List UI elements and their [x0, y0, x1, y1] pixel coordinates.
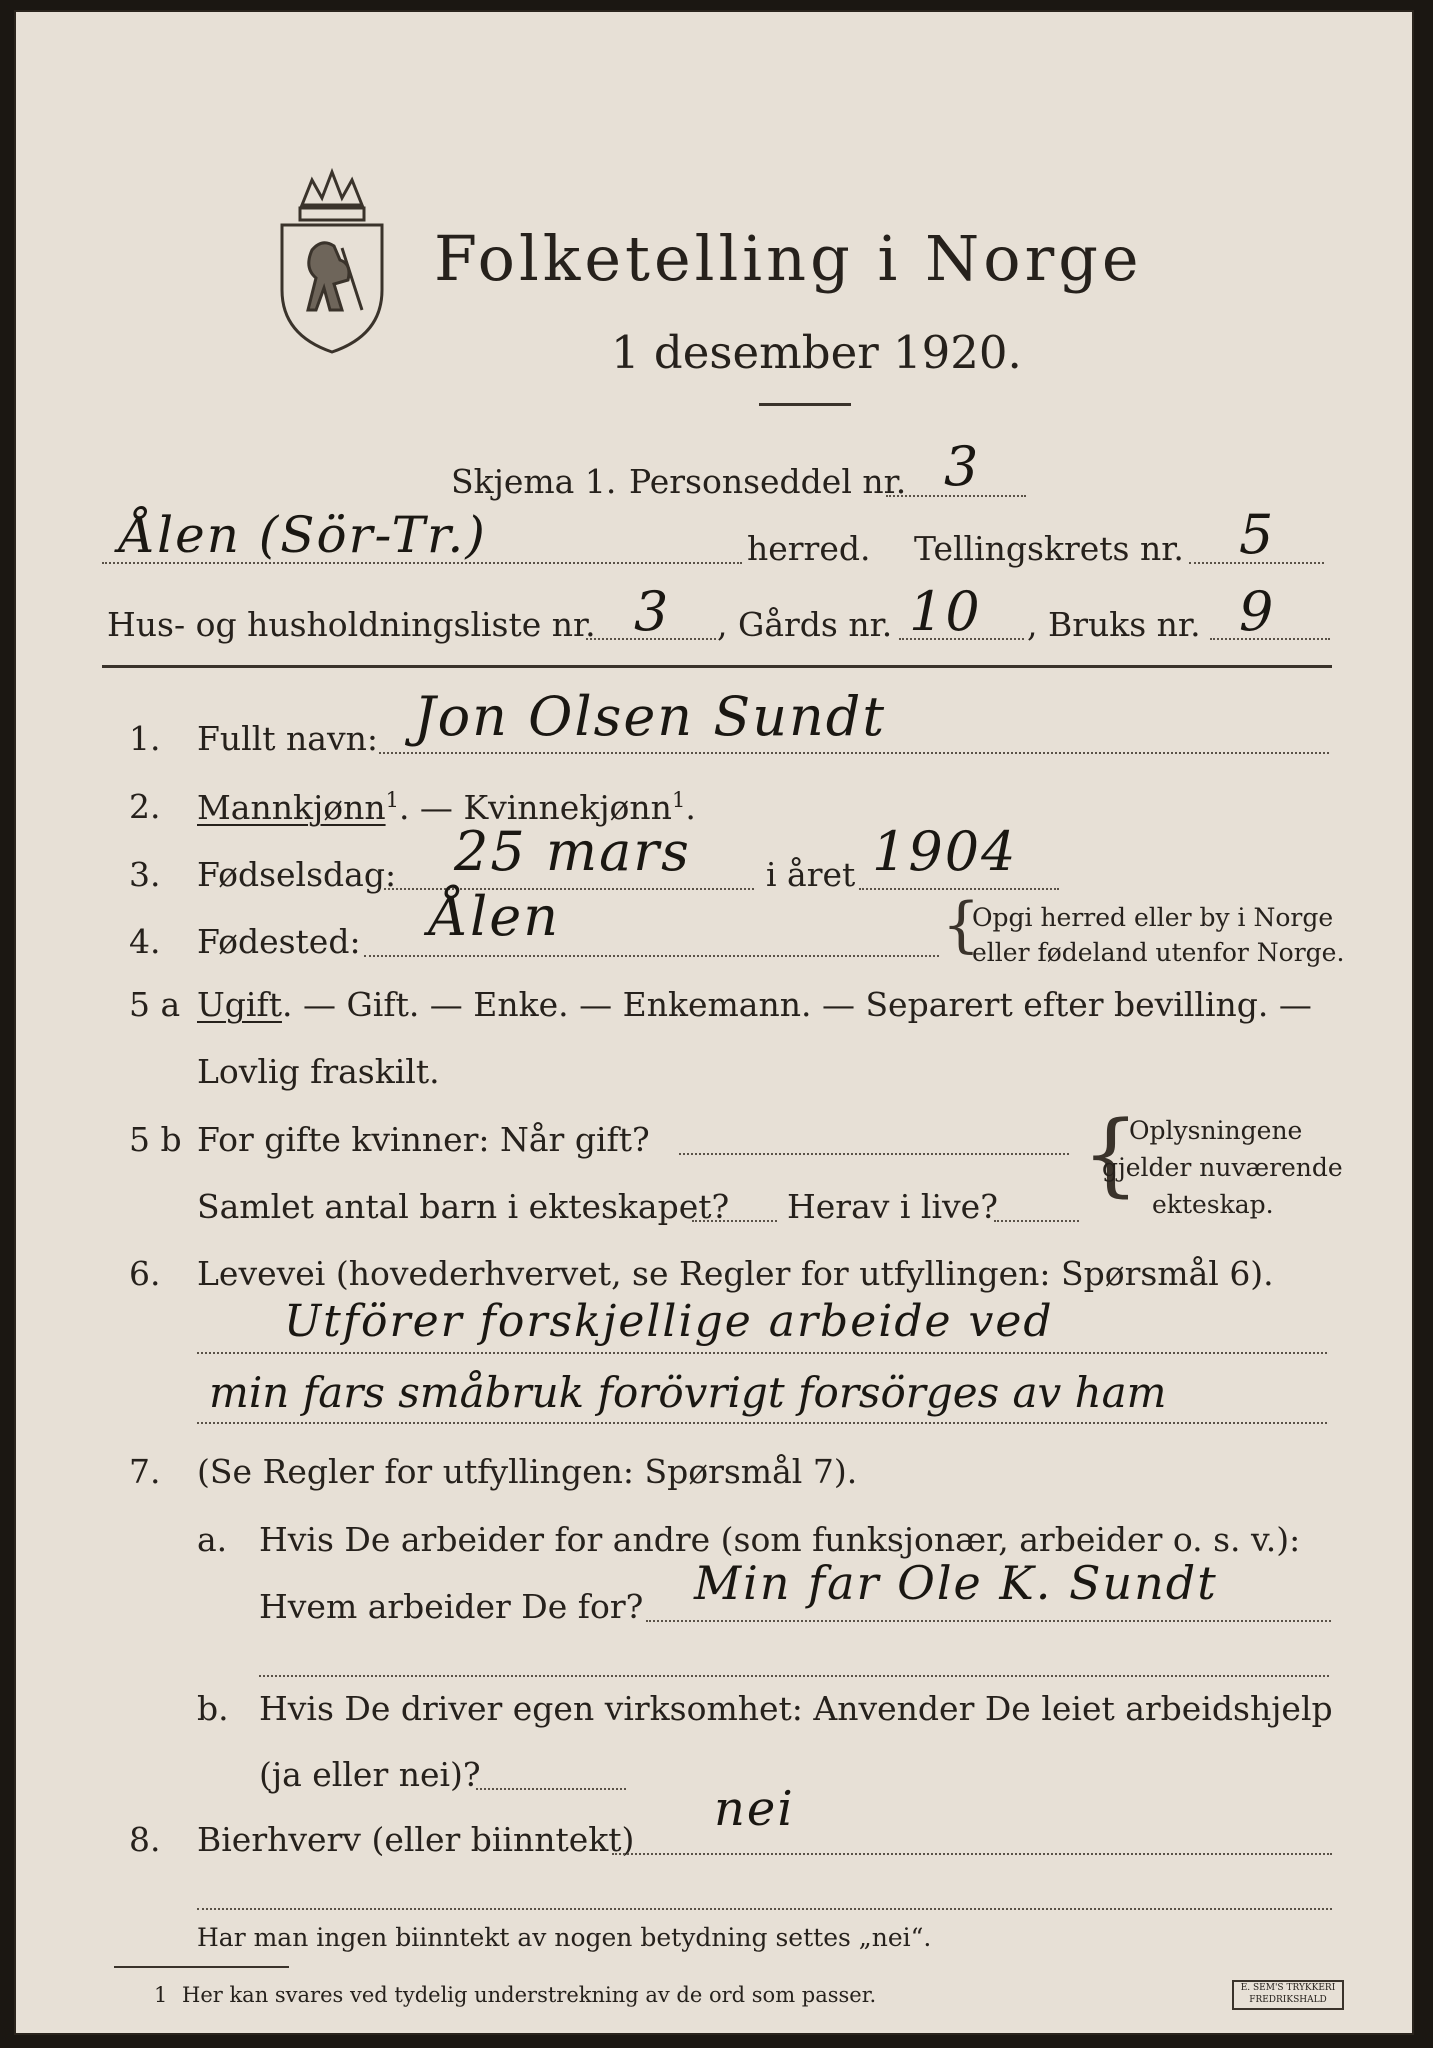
printer-stamp: [1232, 1980, 1344, 2010]
q6-number: 6.: [129, 1254, 161, 1293]
gards-label: , Gårds nr.: [717, 605, 893, 644]
q6-value-line2: min fars småbruk forövrigt forsörges av ham: [209, 1368, 1167, 1417]
q2-footnote-ref-1: 1: [385, 788, 399, 812]
q7a-employer-line: [646, 1620, 1331, 1622]
q6-value-line1: Utförer forskjellige arbeide ved: [284, 1296, 1054, 1347]
hus-value: 3: [634, 580, 671, 643]
q7b-letter: b.: [197, 1689, 229, 1728]
q3-number: 3.: [129, 855, 161, 894]
q2-options: [197, 788, 696, 827]
q7b-label: Hvis De driver egen virksomhet: Anvender De leiet arbeidshjelp: [259, 1689, 1333, 1728]
skjema-label: Skjema 1.: [451, 462, 617, 501]
form-date: 1 desember 1920.: [611, 326, 1022, 379]
herred-label: herred.: [747, 529, 871, 568]
q4-number: 4.: [129, 922, 161, 961]
q2-separator: . —: [398, 788, 453, 827]
q1-label: Fullt navn:: [197, 719, 378, 758]
q7-label: (Se Regler for utfyllingen: Spørsmål 7).: [197, 1452, 858, 1491]
q8-extra-line: [197, 1908, 1332, 1910]
q2-footnote-ref-2: 1: [671, 788, 686, 812]
q2-number: 2.: [129, 787, 161, 826]
q5b-alive-label: Herav i live?: [787, 1187, 998, 1226]
footer-note: Har man ingen biinntekt av nogen betydning settes „nei“.: [197, 1923, 932, 1952]
q7a-letter: a.: [197, 1520, 228, 1559]
q5b-children-label: Samlet antal barn i ekteskapet?: [197, 1187, 730, 1226]
q3-label: Fødselsdag:: [197, 855, 397, 894]
q5a-number: 5 a: [129, 985, 181, 1024]
gards-value: 10: [909, 580, 982, 643]
q5a-line2: Lovlig fraskilt.: [197, 1052, 440, 1091]
q8-number: 8.: [129, 1820, 161, 1859]
q8-value: nei: [714, 1781, 795, 1837]
footnote-text: Her kan svares ved tydelig understrekning av de ord som passer.: [182, 1983, 877, 2007]
q5b-number: 5 b: [129, 1120, 182, 1159]
q8-label: Bierhverv (eller biinntekt): [197, 1820, 635, 1859]
bruks-value: 9: [1239, 580, 1276, 643]
q3-value: 25 mars: [454, 820, 691, 883]
q2-male-option: Mannkjønn: [197, 788, 386, 827]
q2-female-option: Kvinnekjønn: [463, 788, 672, 827]
q1-number: 1.: [129, 719, 161, 758]
q5b-children-line: [692, 1220, 777, 1222]
q7a-label: Hvis De arbeider for andre (som funksjonær, arbeider o. s. v.):: [259, 1520, 1301, 1559]
bruks-label: , Bruks nr.: [1027, 605, 1201, 644]
q5b-note-line2: gjelder nuværende: [1102, 1153, 1343, 1182]
q6-label: Levevei (hovederhvervet, se Regler for utfyllingen: Spørsmål 6).: [197, 1254, 1274, 1293]
form-title: Folketelling i Norge: [434, 222, 1143, 295]
q4-note-line2: eller fødeland utenfor Norge.: [972, 938, 1345, 967]
q7a-extra-line: [259, 1675, 1329, 1677]
footnote-mark: 1: [154, 1983, 168, 2007]
norwegian-coat-of-arms-icon: [262, 160, 402, 360]
q8-line: [612, 1853, 1332, 1855]
q5b-label: For gifte kvinner: Når gift?: [197, 1120, 650, 1159]
q7b-label2: (ja eller nei)?: [259, 1755, 481, 1794]
printer-stamp-text: E. SEM'S TRYKKERI FREDRIKSHALD: [1240, 1983, 1336, 2005]
q5b-note-line1: Oplysningene: [1129, 1116, 1303, 1145]
q7-number: 7.: [129, 1452, 161, 1491]
q7a-employer-label: Hvem arbeider De for?: [259, 1587, 644, 1626]
tellingskrets-label: Tellingskrets nr.: [914, 529, 1184, 568]
q6-line1: [197, 1352, 1327, 1354]
q5a-other-options: . — Gift. — Enke. — Enkemann. — Separert efter bevilling. —: [281, 985, 1312, 1024]
q3-year-label: i året: [766, 855, 856, 894]
herred-line: [102, 562, 742, 564]
q5a-ugift-option: Ugift: [197, 985, 282, 1024]
title-divider: [759, 403, 851, 406]
personseddel-value: 3: [944, 435, 981, 498]
q5b-note-line3: ekteskap.: [1152, 1190, 1274, 1219]
q4-brace: {: [942, 890, 981, 960]
q1-line: [379, 752, 1329, 754]
hus-label: Hus- og husholdningsliste nr.: [107, 605, 596, 644]
q7a-employer-value: Min far Ole K. Sundt: [694, 1556, 1218, 1610]
q4-value: Ålen: [429, 885, 561, 948]
q1-value: Jon Olsen Sundt: [414, 685, 887, 748]
q5b-brace: {: [1082, 1102, 1140, 1207]
personseddel-label: Personseddel nr.: [629, 462, 907, 501]
q5a-options: [197, 985, 1312, 1024]
q4-note-line1: Opgi herred eller by i Norge: [972, 903, 1334, 932]
herred-value: Ålen (Sör-Tr.): [119, 506, 487, 564]
q4-line: [364, 955, 939, 957]
q6-line2: [197, 1422, 1327, 1424]
census-form: [14, 10, 1414, 2035]
header-divider: [102, 665, 1332, 668]
q2-end: .: [685, 788, 696, 827]
tellingskrets-value: 5: [1239, 503, 1276, 566]
q5b-married-line: [679, 1153, 1069, 1155]
q7b-line: [476, 1788, 626, 1790]
footnote-divider: [114, 1966, 289, 1968]
q4-label: Fødested:: [197, 922, 361, 961]
q3-year-value: 1904: [872, 820, 1018, 883]
q5b-alive-line: [994, 1220, 1079, 1222]
